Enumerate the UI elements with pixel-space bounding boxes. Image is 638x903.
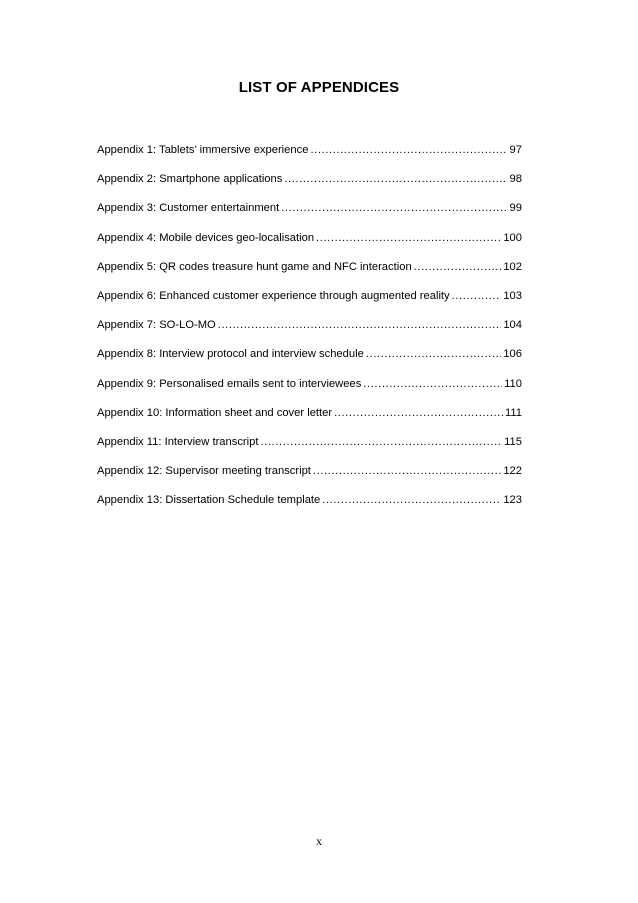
dot-leader [316,224,501,253]
dot-leader [281,194,507,223]
appendix-page-number: 122 [503,465,522,478]
page-number: x [316,834,322,848]
dot-leader [452,282,502,311]
appendix-page-number: 97 [509,144,522,156]
dot-leader [218,311,502,340]
appendix-label: Appendix 6: Enhanced customer experience through augmented reality [97,289,450,302]
list-item [97,428,522,457]
list-item [97,399,522,428]
list-item [97,194,522,223]
appendix-label: Appendix 8: Interview protocol and interview schedule [97,348,364,361]
appendix-page-number: 115 [504,435,522,448]
appendix-page-number: 110 [504,377,522,390]
appendix-label: Appendix 1: Tablets’ immersive experience [97,144,309,156]
appendix-page-number: 104 [503,319,522,332]
list-item [97,253,522,282]
appendix-page-number: 123 [503,494,522,507]
list-item [97,165,522,194]
appendix-page-number: 99 [509,202,522,215]
appendix-list [97,136,522,515]
appendix-label: Appendix 2: Smartphone applications [97,173,283,186]
appendix-label: Appendix 3: Customer entertainment [97,202,280,215]
list-item [97,486,522,515]
appendix-page-number: 111 [504,406,522,419]
appendix-page-number: 102 [503,260,522,273]
appendix-label: Appendix 5: QR codes treasure hunt game and NFC interaction [97,260,412,273]
dot-leader [363,370,502,399]
appendix-page-number: 106 [503,348,522,361]
dot-leader [322,486,501,515]
appendix-page-number: 103 [503,289,522,302]
appendix-label: Appendix 11: Interview transcript [97,435,259,448]
appendix-page-number: 100 [503,231,522,244]
appendix-label: Appendix 13: Dissertation Schedule template [97,494,321,507]
appendix-page-number: 98 [509,173,522,186]
list-item [97,311,522,340]
dot-leader [310,136,507,165]
page-title: LIST OF APPENDICES [238,79,400,96]
appendix-label: Appendix 12: Supervisor meeting transcript [97,465,311,478]
list-item [97,457,522,486]
dot-leader [260,428,502,457]
list-item [97,370,522,399]
list-item [97,282,522,311]
list-item [97,340,522,369]
appendix-label: Appendix 10: Information sheet and cover letter [97,406,333,419]
dot-leader [334,399,503,428]
dot-leader [313,457,501,486]
appendix-label: Appendix 4: Mobile devices geo-localisation [97,231,315,244]
list-item [97,224,522,253]
list-item [97,136,522,165]
appendix-label: Appendix 9: Personalised emails sent to interviewees [97,377,362,390]
dot-leader [284,165,507,194]
dot-leader [414,253,502,282]
appendix-label: Appendix 7: SO-LO-MO [97,319,216,332]
dot-leader [366,340,502,369]
